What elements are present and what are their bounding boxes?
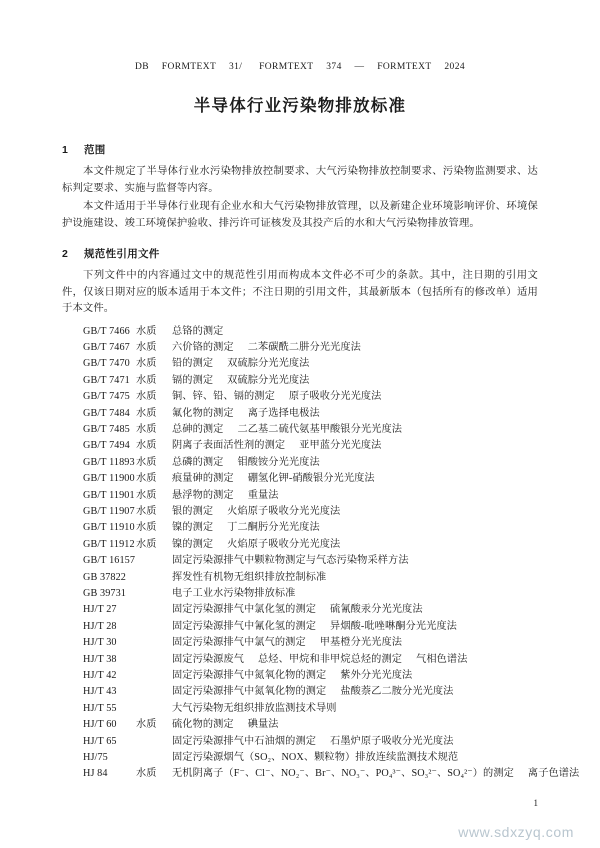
- standard-name-main: 电子工业水污染物排放标准: [172, 588, 296, 599]
- list-item: [62, 717, 538, 733]
- list-item: [62, 734, 538, 750]
- standard-name: [172, 766, 579, 782]
- standard-name-main: 固定污染源排气中氯气的测定: [172, 637, 306, 649]
- standard-name-main: 银的测定: [172, 505, 214, 517]
- standard-code: GB/T 7471: [83, 374, 130, 386]
- standard-name-main: 阴离子表面活性剂的测定: [172, 440, 286, 452]
- standard-code: GB/T 7470: [83, 358, 130, 370]
- standard-code: HJ/T 43: [83, 686, 117, 698]
- list-item: [62, 406, 538, 422]
- standard-medium: 水质: [136, 768, 157, 780]
- standard-name: [172, 553, 538, 569]
- section-number-2: 2: [62, 248, 69, 260]
- list-item: [62, 520, 538, 536]
- standard-name-main: 固定污染源排气中氰化氢的测定: [172, 620, 317, 632]
- list-item: [62, 701, 538, 717]
- standard-medium: 水质: [136, 374, 157, 386]
- standard-medium: 水质: [136, 473, 157, 485]
- list-item: [62, 537, 538, 553]
- section-title-2: 规范性引用文件: [84, 248, 160, 260]
- standard-name: [172, 570, 538, 586]
- standard-code: GB/T 7467: [83, 341, 130, 353]
- standard-code: GB/T 7466: [83, 325, 130, 337]
- list-item: [62, 652, 538, 668]
- section-title-1: 范围: [84, 144, 106, 156]
- standard-name-main: 六价铬的测定: [172, 341, 234, 353]
- standard-name: [172, 520, 538, 536]
- standard-code: GB/T 11907: [83, 505, 135, 517]
- standard-code: GB 37822: [83, 571, 126, 583]
- standard-name-main: 总铬的测定: [172, 325, 224, 337]
- standard-name-method: 二苯碳酰二肼分光光度法: [247, 341, 361, 353]
- list-item: [62, 750, 538, 766]
- standard-name: [172, 438, 538, 454]
- standard-code: GB/T 7485: [83, 423, 130, 435]
- standard-name-main: 镍的测定: [172, 538, 214, 550]
- section-heading-normative-refs: [62, 246, 538, 261]
- document-header: [62, 62, 538, 72]
- header-part-dash: —: [354, 62, 365, 72]
- standard-name-method: 双硫腙分光光度法: [227, 358, 310, 370]
- standard-name: [172, 619, 538, 635]
- watermark: www.sdxzyq.com: [458, 824, 574, 840]
- list-item: [62, 570, 538, 586]
- scope-paragraph-1: 本文件规定了半导体行业水污染物排放控制要求、大气污染物排放控制要求、污染物监测要求、达标判定要求、实施与监督等内容。: [62, 166, 538, 194]
- standard-name: [172, 389, 538, 405]
- standard-name-main: 固定污染源烟气（SO₂、NOX、颗粒物）排放连续监测技术规范: [172, 752, 459, 764]
- standard-name-method: 总烃、甲烷和非甲烷总烃的测定: [258, 653, 403, 665]
- standard-name: [172, 373, 538, 389]
- standard-name-main: 无机阴离子（F⁻、Cl⁻、NO₂⁻、Br⁻、NO₃⁻、PO₄³⁻、SO₃²⁻、SO₄²⁻）的测定: [172, 768, 514, 780]
- standard-medium: 水质: [136, 440, 157, 452]
- standard-code: GB 39731: [83, 588, 126, 599]
- list-item: [62, 586, 538, 602]
- standard-code: HJ/T 28: [83, 620, 117, 632]
- standard-code: GB/T 11900: [83, 473, 135, 485]
- page-title: 半导体行业污染物排放标准: [193, 97, 407, 115]
- standard-name-method: 原子吸收分光光度法: [288, 391, 382, 403]
- standard-code: HJ 84: [83, 768, 108, 780]
- standard-medium: 水质: [136, 391, 157, 403]
- standard-name-method: 硼氢化钾-硝酸银分光光度法: [247, 473, 375, 485]
- header-part-formtext-3: FORMTEXT: [377, 62, 432, 72]
- standard-name-method: 离子选择电极法: [247, 407, 320, 419]
- standard-name-main: 固定污染源排气中氯化氢的测定: [172, 604, 317, 616]
- standard-name: [172, 701, 538, 717]
- standard-code: GB/T 11901: [83, 489, 135, 501]
- standard-name-main: 固定污染源排气中石油烟的测定: [172, 735, 317, 747]
- standard-name-main: 固定污染源排气中氮氧化物的测定: [172, 670, 327, 682]
- standard-medium: 水质: [136, 341, 157, 353]
- standard-code: HJ/T 27: [83, 604, 117, 616]
- standard-code: HJ/T 42: [83, 670, 117, 682]
- standard-code: GB/T 11912: [83, 538, 135, 550]
- header-part-formtext-1: FORMTEXT: [161, 62, 217, 72]
- standard-name-method: 碘量法: [247, 719, 279, 731]
- standard-name-main: 固定污染源排气中颗粒物测定与气态污染物采样方法: [172, 555, 409, 567]
- standard-name-method-2: 离子色谱法: [527, 768, 580, 780]
- list-item: [62, 488, 538, 504]
- standard-name-main: 总磷的测定: [172, 456, 224, 468]
- standard-name-main: 痕量砷的测定: [172, 473, 234, 485]
- standard-name: [172, 455, 538, 471]
- standard-code: HJ/T 30: [83, 637, 117, 649]
- list-item: [62, 553, 538, 569]
- standard-code: HJ/T 38: [83, 653, 117, 665]
- list-item: [62, 684, 538, 700]
- standard-name-method: 双硫腙分光光度法: [227, 374, 310, 386]
- standard-name: [172, 668, 538, 684]
- standard-medium: 水质: [136, 325, 157, 337]
- list-item: [62, 422, 538, 438]
- standard-medium: 水质: [136, 489, 157, 501]
- standard-medium: 水质: [136, 423, 157, 435]
- normative-refs-paragraph: 下列文件中的内容通过文中的规范性引用而构成本文件必不可少的条款。其中，注日期的引用文件，仅该日期对应的版本适用于本文件；不注日期的引用文件，其最新版本（包括所有的修改单）适用于本文件。: [62, 270, 538, 314]
- standard-name: [172, 406, 538, 422]
- standard-name-main: 大气污染物无组织排放监测技术导则: [172, 702, 337, 714]
- standard-medium: 水质: [136, 358, 157, 370]
- standard-name-main: 总砷的测定: [172, 423, 224, 435]
- standard-name-main: 固定污染源废气: [172, 653, 245, 665]
- standard-name-main: 悬浮物的测定: [172, 489, 234, 501]
- list-item: [62, 324, 538, 340]
- standard-name: [172, 422, 538, 438]
- list-item: [62, 373, 538, 389]
- header-part-code: 31/: [228, 62, 243, 72]
- header-part-number: 374: [326, 62, 342, 72]
- list-item: [62, 389, 538, 405]
- standard-medium: 水质: [136, 505, 157, 517]
- standard-name-main: 氟化物的测定: [172, 407, 234, 419]
- standard-name: [172, 504, 538, 520]
- list-item: [62, 356, 538, 372]
- standard-medium: 水质: [136, 538, 157, 550]
- standard-name: [172, 652, 538, 668]
- standard-name: [172, 586, 538, 602]
- standard-name: [172, 537, 538, 553]
- standard-name-main: 镉的测定: [172, 374, 214, 386]
- standard-medium: 水质: [136, 719, 157, 731]
- list-item: [62, 340, 538, 356]
- header-part-db: DB: [135, 62, 149, 72]
- standard-medium: 水质: [136, 456, 157, 468]
- standard-name-method: 重量法: [247, 489, 279, 501]
- list-item: [62, 438, 538, 454]
- standard-name: [172, 488, 538, 504]
- standard-name-method: 钼酸铵分光光度法: [237, 456, 320, 468]
- list-item: [62, 602, 538, 618]
- standard-name: [172, 635, 538, 651]
- standard-name-method: 盐酸萘乙二胺分光光度法: [340, 686, 454, 698]
- standard-code: HJ/T 55: [83, 702, 117, 714]
- standard-name: [172, 734, 538, 750]
- standard-medium: 水质: [136, 522, 157, 534]
- standard-name: [172, 602, 538, 618]
- standard-code: GB/T 7494: [83, 440, 130, 452]
- standard-name-method: 火焰原子吸收分光光度法: [227, 538, 341, 550]
- standard-code: GB/T 7475: [83, 391, 130, 403]
- standards-list: [62, 324, 580, 783]
- standard-code: GB/T 11893: [83, 456, 135, 468]
- standard-code: GB/T 11910: [83, 522, 135, 534]
- standard-code: HJ/75: [83, 752, 108, 764]
- standard-name: [172, 684, 538, 700]
- standard-name-main: 硫化物的测定: [172, 719, 234, 731]
- page-number: 1: [533, 798, 538, 808]
- standard-name-main: 铅的测定: [172, 358, 214, 370]
- standard-name: [172, 356, 538, 372]
- standard-name: [172, 717, 538, 733]
- standard-name-method: 紫外分光光度法: [340, 670, 413, 682]
- standard-code: GB/T 16157: [83, 555, 136, 567]
- standard-name-main: 固定污染源排气中氮氧化物的测定: [172, 686, 327, 698]
- standard-name-method-2: 气相色谱法: [416, 653, 468, 665]
- standard-name: [172, 471, 538, 487]
- standard-code: GB/T 7484: [83, 407, 130, 419]
- header-part-formtext-2: FORMTEXT: [259, 62, 314, 72]
- list-item: [62, 619, 538, 635]
- section-number-1: 1: [62, 144, 69, 156]
- list-item: [62, 635, 538, 651]
- standard-name-method: 火焰原子吸收分光光度法: [227, 505, 341, 517]
- standard-name: [172, 750, 538, 766]
- standard-name-method: 异烟酸-吡唑啉酮分光光度法: [330, 620, 457, 632]
- standard-name-main: 挥发性有机物无组织排放控制标准: [172, 571, 327, 583]
- standard-code: HJ/T 60: [83, 719, 117, 731]
- standard-code: HJ/T 65: [83, 735, 117, 747]
- list-item: [62, 766, 580, 782]
- standard-medium: 水质: [136, 407, 157, 419]
- header-part-year: 2024: [444, 62, 465, 72]
- section-heading-scope: [62, 142, 538, 157]
- standard-name-method: 石墨炉原子吸收分光光度法: [330, 735, 454, 747]
- list-item: [62, 504, 538, 520]
- scope-paragraph-2: 本文件适用于半导体行业现有企业水和大气污染物排放管理，以及新建企业环境影响评价、环境保护设施建设、竣工环境保护验收、排污许可证核发及其投产后的水和大气污染物排放管理。: [62, 201, 538, 229]
- standard-name-main: 镍的测定: [172, 522, 214, 534]
- standard-name-method: 甲基橙分光光度法: [319, 637, 403, 649]
- list-item: [62, 455, 538, 471]
- standard-name-method: 二乙基二硫代氨基甲酸银分光光度法: [237, 423, 403, 435]
- list-item: [62, 471, 538, 487]
- standard-name-method: 亚甲蓝分光光度法: [299, 440, 382, 452]
- standard-name-method: 丁二酮肟分光光度法: [227, 522, 320, 534]
- standard-name: [172, 324, 538, 340]
- standard-name: [172, 340, 538, 356]
- standard-name-main: 铜、锌、铅、镉的测定: [172, 391, 275, 403]
- standard-name-method: 硫氰酸汞分光光度法: [330, 604, 423, 616]
- list-item: [62, 668, 538, 684]
